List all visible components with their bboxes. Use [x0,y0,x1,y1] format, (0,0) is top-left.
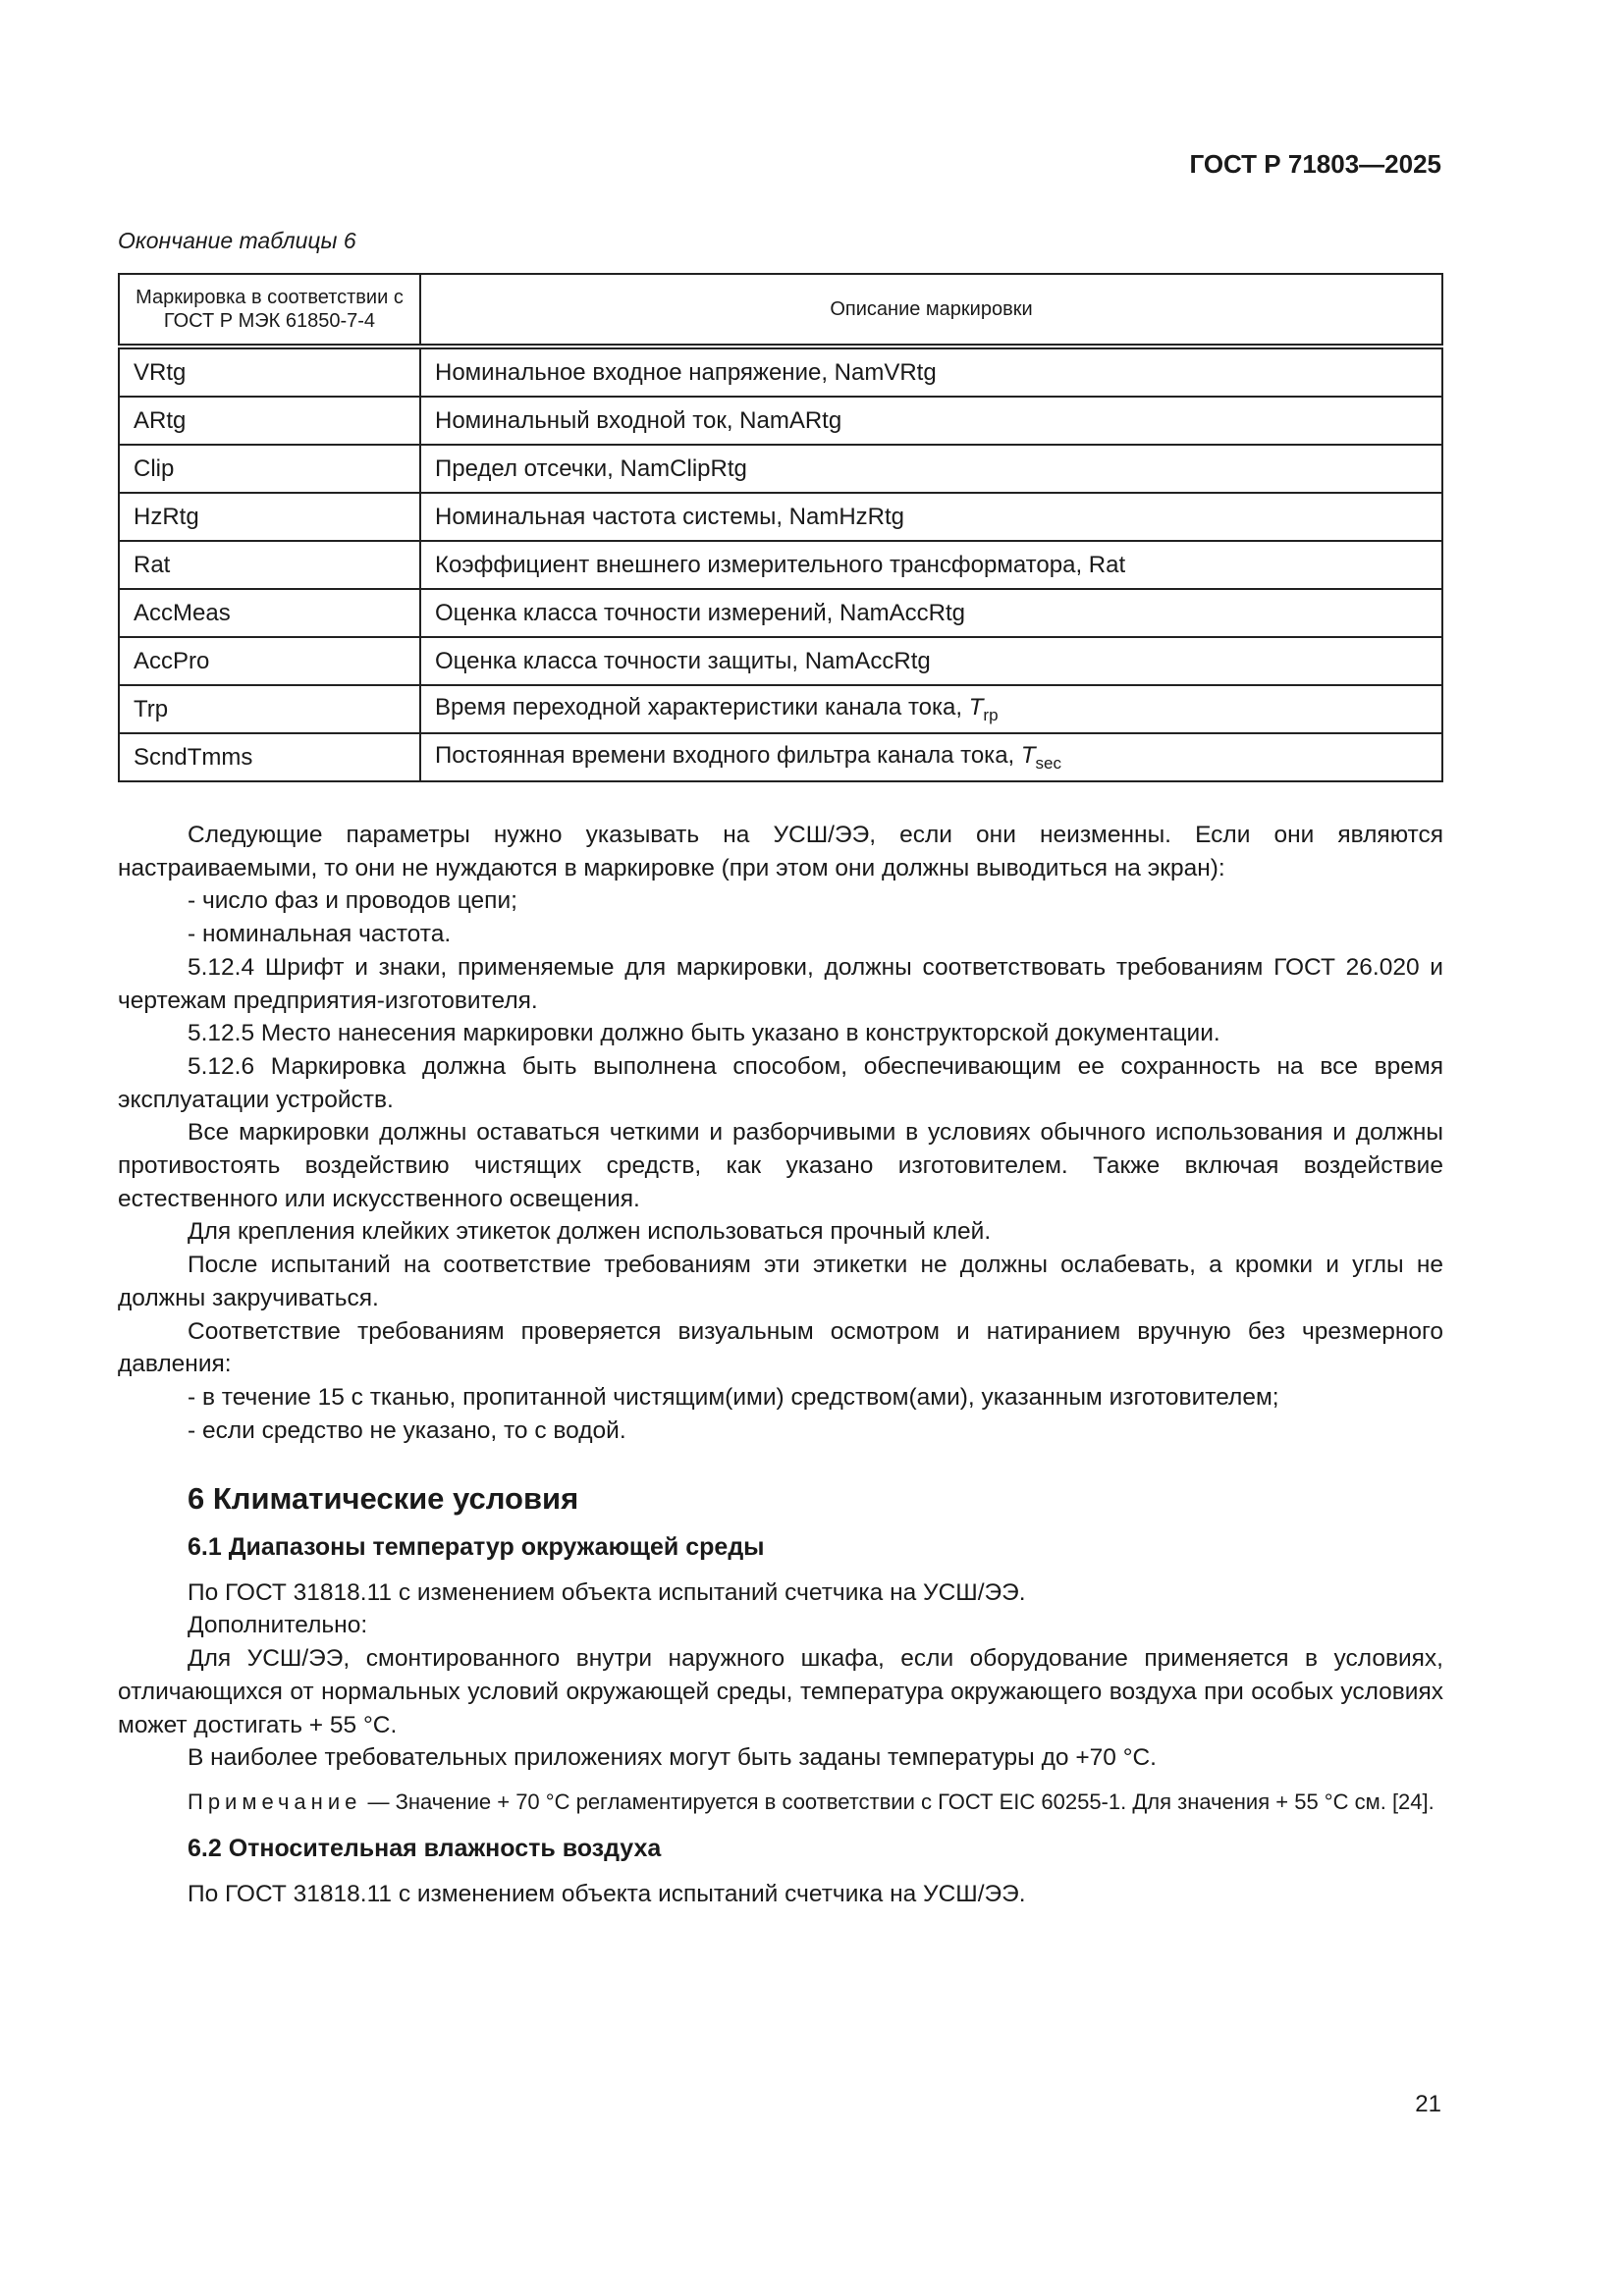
marking-code: Trp [119,685,420,733]
paragraph: Соответствие требованиям проверяется визуальным осмотром и натиранием вручную без чрезмерного давления: [118,1317,1443,1378]
description-text: Оценка класса точности защиты, NamAccRtg [435,647,931,674]
description-text: Предел отсечки, NamClipRtg [435,454,747,482]
table-row [119,445,1442,493]
marking-description [420,541,1442,589]
marking-description [420,445,1442,493]
body-text [118,819,1443,1910]
marking-description [420,347,1442,397]
table-caption: Окончание таблицы 6 [118,228,356,253]
marking-code: Rat [119,541,420,589]
symbol: T [968,693,984,721]
column-header-marking: Маркировка в соответствии с ГОСТ Р МЭК 61850-7-4 [119,274,420,347]
description-text: Коэффициент внешнего измерительного трансформатора, Rat [435,551,1126,578]
paragraph: 5.12.4 Шрифт и знаки, применяемые для маркировки, должны соответствовать требованиям ГОСТ 26.020 и чертежам предприятия-изготовителя. [118,953,1443,1014]
table-row [119,637,1442,685]
marking-code: AccPro [119,637,420,685]
table-header-row [119,274,1442,347]
marking-code: HzRtg [119,493,420,541]
table-row [119,685,1442,733]
marking-description [420,589,1442,637]
description-text: Время переходной характеристики канала тока, [435,693,969,721]
table-row [119,397,1442,445]
description-text: Постоянная времени входного фильтра канала тока, [435,741,1021,769]
symbol-subscript: sec [1035,753,1062,773]
paragraph: Для крепления клейких этикеток должен использоваться прочный клей. [188,1218,992,1246]
description-text: Номинальная частота системы, NamHzRtg [435,503,905,530]
marking-table [118,273,1443,782]
paragraph: 5.12.5 Место нанесения маркировки должно быть указано в конструкторской документации. [188,1020,1220,1047]
marking-code: ARtg [119,397,420,445]
marking-code: ScndTmms [119,733,420,781]
note-text: — Значение + 70 °С регламентируется в соответствии с ГОСТ EIC 60255-1. Для значения + 55 °С см. [24]. [361,1789,1435,1814]
description-text: Номинальный входной ток, NamARtg [435,406,842,434]
section-heading: 6 Климатические условия [188,1481,579,1517]
marking-description [420,493,1442,541]
list-item: - номинальная частота. [188,921,452,948]
column-header-description: Описание маркировки [420,274,1442,347]
page-number: 21 [1415,2091,1441,2117]
paragraph: 5.12.6 Маркировка должна быть выполнена способом, обеспечивающим ее сохранность на все время эксплуатации устройств. [118,1052,1443,1113]
marking-description [420,685,1442,733]
paragraph: Все маркировки должны оставаться четкими и разборчивыми в условиях обычного использования и должны противостоять воздействию чистящих средств, как указано изготовителем. Также включая воздействие естественного или искусственного освещения. [118,1119,1443,1212]
list-item: - если средство не указано, то с водой. [188,1416,626,1444]
paragraph: Дополнительно: [188,1612,368,1639]
note [118,1787,1443,1817]
document-id-header: ГОСТ Р 71803—2025 [1189,149,1441,179]
note-label: Примечание [188,1789,362,1814]
table-row [119,733,1442,781]
paragraph: По ГОСТ 31818.11 с изменением объекта испытаний счетчика на УСШ/ЭЭ. [188,1578,1026,1606]
list-item: - в течение 15 с тканью, пропитанной чистящим(ими) средством(ами), указанным изготовителем; [188,1383,1279,1411]
description-text: Номинальное входное напряжение, NamVRtg [435,358,937,386]
marking-code: VRtg [119,347,420,397]
paragraph: После испытаний на соответствие требованиям эти этикетки не должны ослабевать, а кромки и углы не должны закручиваться. [118,1252,1443,1311]
table-row [119,347,1442,397]
marking-description [420,397,1442,445]
table-row [119,541,1442,589]
list-item: - число фаз и проводов цепи; [188,887,517,915]
marking-code: Clip [119,445,420,493]
marking-description [420,733,1442,781]
table-row [119,493,1442,541]
subsection-heading: 6.2 Относительная влажность воздуха [188,1834,662,1862]
marking-code: AccMeas [119,589,420,637]
paragraph: Для УСШ/ЭЭ, смонтированного внутри наружного шкафа, если оборудование применяется в условиях, отличающихся от нормальных условий окружающей среды, температура окружающего воздуха при особых условиях может достигать + 55 °С. [118,1645,1443,1738]
symbol: T [1020,741,1036,769]
table-row [119,589,1442,637]
paragraph: Следующие параметры нужно указывать на УСШ/ЭЭ, если они неизменны. Если они являются настраиваемыми, то они не нуждаются в маркировке (при этом они должны выводиться на экран): [118,822,1443,881]
subsection-heading: 6.1 Диапазоны температур окружающей среды [188,1533,765,1562]
paragraph: По ГОСТ 31818.11 с изменением объекта испытаний счетчика на УСШ/ЭЭ. [188,1880,1026,1907]
paragraph: В наиболее требовательных приложениях могут быть заданы температуры до +70 °С. [188,1744,1157,1772]
description-text: Оценка класса точности измерений, NamAccRtg [435,599,966,626]
marking-description [420,637,1442,685]
symbol-subscript: rp [983,705,999,724]
